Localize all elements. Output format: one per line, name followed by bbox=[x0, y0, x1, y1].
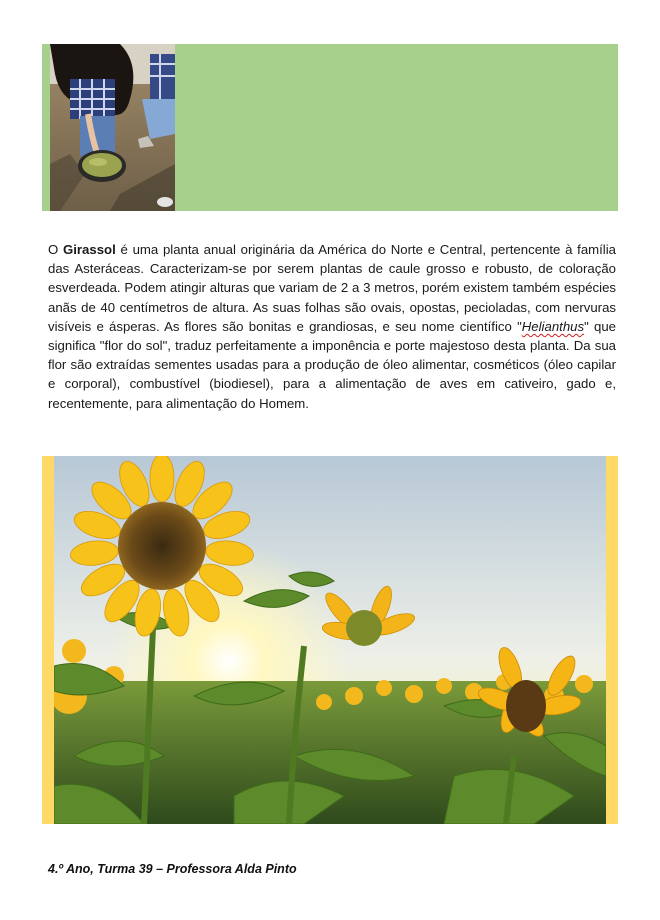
article-paragraph bbox=[48, 240, 616, 413]
article-intro: O bbox=[48, 242, 63, 257]
sunflower-field-photo bbox=[54, 456, 606, 824]
article-text-part-1: é uma planta anual originária da América do Norte e Central, pertencente à família das Asteráceas. Caracterizam-se por serem plantas de caule grosso e robusto, de coloração esverdeada. Podem atingir alturas que variam de 2 a 3 metros, porém existem também espécies anãs de 40 centímetros de altura. As suas folhas são ovais, opostas, pecioladas, com nervuras visíveis e ásperas. As flores são bonitas e grandiosas, e seu nome científico " bbox=[48, 242, 616, 334]
footer-credit: 4.º Ano, Turma 39 – Professora Alda Pinto bbox=[48, 862, 297, 876]
subject-name: Girassol bbox=[63, 242, 116, 257]
children-with-bowl-photo bbox=[50, 44, 175, 211]
article-text-part-2: " que significa "flor do sol", traduz perfeitamente a imponência e porte majestoso desta planta. Da sua flor são extraídas sementes usadas para a produção de óleo alimentar, cosméticos (óleo capilar e corporal), combustível (biodiesel), para a alimentação de aves em cativeiro, gado e, recentemente, para alimentação do Homem. bbox=[48, 318, 616, 411]
scientific-name: Helianthus bbox=[521, 318, 585, 334]
